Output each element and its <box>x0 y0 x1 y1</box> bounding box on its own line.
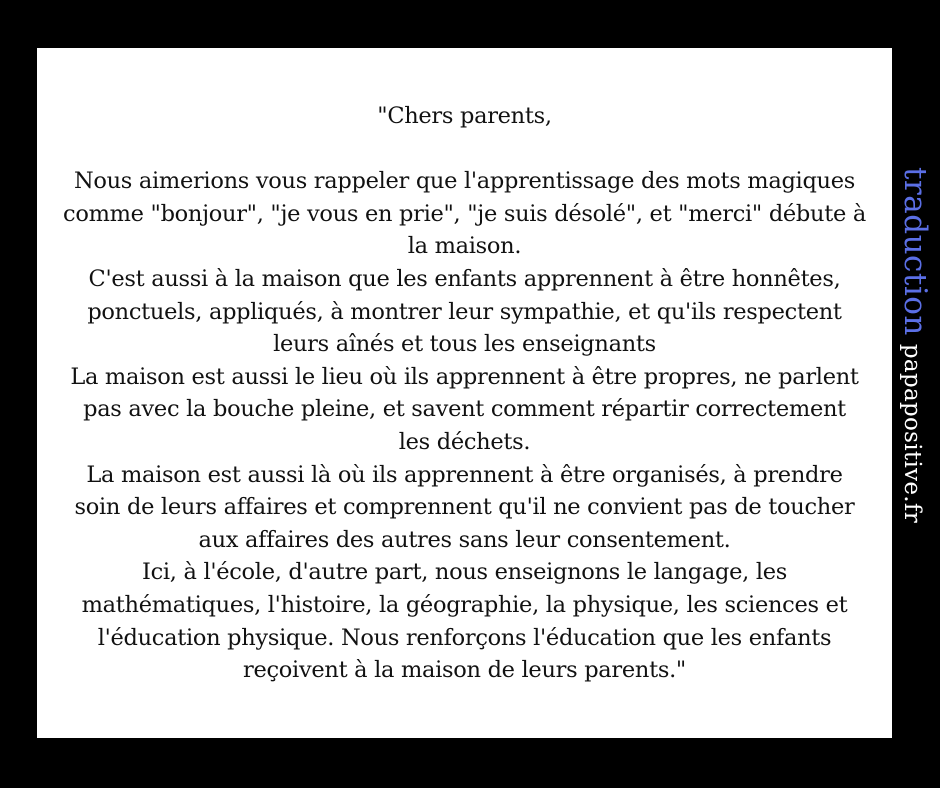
letter-line: reçoivent à la maison de leurs parents." <box>243 657 686 684</box>
letter-line: l'éducation physique. Nous renforçons l'éducation que les enfants <box>97 624 832 651</box>
vertical-caption <box>897 167 933 523</box>
letter-line: leurs aînés et tous les enseignants <box>273 331 656 358</box>
caption-word: traduction <box>897 166 933 336</box>
letter-line: ponctuels, appliqués, à montrer leur sympathie, et qu'ils respectent <box>87 298 842 325</box>
letter-line: La maison est aussi le lieu où ils apprennent à être propres, ne parlent <box>70 363 859 390</box>
letter-line: Nous aimerions vous rappeler que l'apprentissage des mots magiques <box>73 168 856 195</box>
salutation: "Chers parents, <box>377 103 552 129</box>
letter-line: Ici, à l'école, d'autre part, nous enseignons le langage, les <box>142 559 787 586</box>
letter-text <box>37 100 892 687</box>
letter-line: La maison est aussi là où ils apprennent à être organisés, à prendre <box>86 461 843 488</box>
caption-site: papapositive.fr <box>899 343 925 524</box>
letter-card <box>37 48 892 738</box>
letter-line: aux affaires des autres sans leur consentement. <box>198 526 731 553</box>
blank-line <box>37 133 892 166</box>
letter-line: les déchets. <box>398 428 531 455</box>
letter-line: comme "bonjour", "je vous en prie", "je suis désolé", et "merci" débute à <box>63 200 866 227</box>
letter-line: soin de leurs affaires et comprennent qu'il ne convient pas de toucher <box>74 494 855 521</box>
letter-line: C'est aussi à la maison que les enfants apprennent à être honnêtes, <box>88 265 841 292</box>
letter-line: mathématiques, l'histoire, la géographie, la physique, les sciences et <box>81 591 848 618</box>
letter-line: la maison. <box>407 233 522 260</box>
letter-line: pas avec la bouche pleine, et savent comment répartir correctement <box>83 396 846 423</box>
